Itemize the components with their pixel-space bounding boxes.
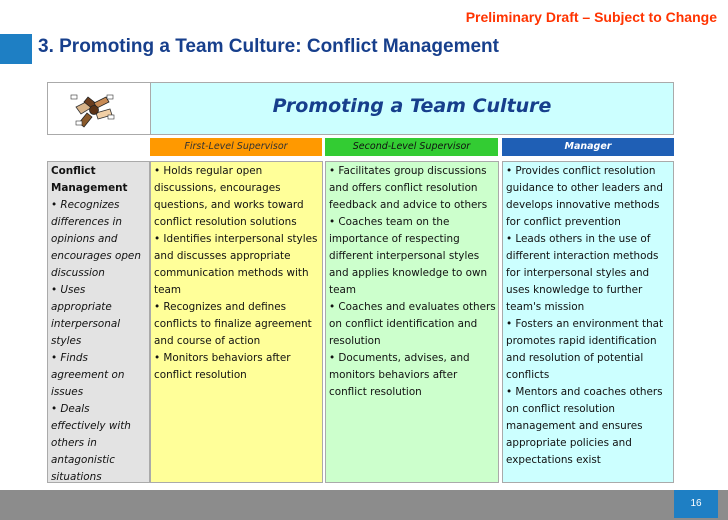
second-level-line: and offers conflict resolution [329, 182, 478, 194]
manager-line: for conflict prevention [506, 216, 621, 228]
row-label-line: • Recognizes [51, 199, 120, 211]
row-label-line: • Deals [51, 403, 90, 415]
row-label-line: situations [51, 471, 102, 483]
manager-line: develops innovative methods [506, 199, 660, 211]
first-level-line: conflict resolution solutions [154, 216, 297, 228]
first-level-cell [150, 161, 323, 483]
first-level-line: • Recognizes and defines [154, 301, 287, 313]
column-header-first-level: First-Level Supervisor [150, 138, 322, 156]
manager-line: guidance to other leaders and [506, 182, 663, 194]
second-level-line: conflict resolution [329, 386, 422, 398]
manager-line: for interpersonal styles and [506, 267, 650, 279]
manager-line: management and ensures [506, 420, 643, 432]
row-label-line: Conflict [51, 165, 96, 177]
second-level-line: • Coaches and evaluates others [329, 301, 496, 313]
manager-line: conflicts [506, 369, 550, 381]
first-level-line: conflicts to finalize agreement [154, 318, 312, 330]
team-hands-icon [48, 83, 151, 134]
second-level-line: on conflict identification and [329, 318, 478, 330]
manager-cell [502, 161, 674, 483]
manager-line: appropriate policies and [506, 437, 632, 449]
second-level-cell [325, 161, 499, 483]
page-number: 16 [674, 490, 718, 518]
manager-line: expectations exist [506, 454, 601, 466]
accent-tab [0, 34, 32, 64]
slide-title: 3. Promoting a Team Culture: Conflict Management [38, 36, 499, 57]
second-level-line: monitors behaviors after [329, 369, 458, 381]
first-level-line: and discusses appropriate [154, 250, 291, 262]
first-level-line: • Monitors behaviors after [154, 352, 291, 364]
row-label-line: interpersonal [51, 318, 121, 330]
manager-line: on conflict resolution [506, 403, 616, 415]
row-label-line: antagonistic [51, 454, 115, 466]
manager-line: uses knowledge to further [506, 284, 643, 296]
row-label-line: • Finds [51, 352, 88, 364]
row-label-line: issues [51, 386, 84, 398]
manager-line: • Leads others in the use of [506, 233, 651, 245]
row-label-line: others in [51, 437, 97, 449]
manager-line: • Mentors and coaches others [506, 386, 663, 398]
manager-line: different interaction methods [506, 250, 659, 262]
row-label-line: discussion [51, 267, 105, 279]
first-level-line: communication methods with [154, 267, 309, 279]
second-level-line: team [329, 284, 356, 296]
logo-cell [48, 83, 151, 134]
row-label-cell [47, 161, 150, 483]
second-level-line: resolution [329, 335, 381, 347]
row-label-line: encourages open [51, 250, 141, 262]
row-label-line: opinions and [51, 233, 118, 245]
first-level-line: • Holds regular open [154, 165, 263, 177]
second-level-line: different interpersonal styles [329, 250, 480, 262]
second-level-line: • Coaches team on the [329, 216, 450, 228]
manager-line: • Fosters an environment that [506, 318, 664, 330]
row-label-line: Management [51, 182, 128, 194]
banner-title: Promoting a Team Culture [272, 95, 552, 117]
first-level-line: • Identifies interpersonal styles [154, 233, 318, 245]
second-level-line: feedback and advice to others [329, 199, 488, 211]
second-level-line: • Facilitates group discussions [329, 165, 487, 177]
manager-line: team's mission [506, 301, 585, 313]
first-level-line: and course of action [154, 335, 261, 347]
manager-line: and resolution of potential [506, 352, 644, 364]
second-level-line: • Documents, advises, and [329, 352, 470, 364]
row-label-line: • Uses [51, 284, 86, 296]
manager-line: promotes rapid identification [506, 335, 657, 347]
banner [151, 83, 673, 134]
second-level-line: and applies knowledge to own [329, 267, 488, 279]
first-level-line: discussions, encourages [154, 182, 281, 194]
column-header-second-level: Second-Level Supervisor [325, 138, 498, 156]
draft-notice: Preliminary Draft – Subject to Change [465, 9, 717, 25]
team-culture-table [47, 82, 674, 483]
row-label-line: differences in [51, 216, 122, 228]
first-level-line: questions, and works toward [154, 199, 304, 211]
first-level-line: conflict resolution [154, 369, 247, 381]
row-label-line: agreement on [51, 369, 125, 381]
row-label-line: styles [51, 335, 82, 347]
second-level-line: importance of respecting [329, 233, 460, 245]
column-header-manager: Manager [502, 138, 674, 156]
manager-line: • Provides conflict resolution [506, 165, 656, 177]
footer-bar [0, 490, 728, 520]
row-label-line: effectively with [51, 420, 131, 432]
table-header-row [47, 82, 674, 135]
row-label-line: appropriate [51, 301, 112, 313]
first-level-line: team [154, 284, 181, 296]
